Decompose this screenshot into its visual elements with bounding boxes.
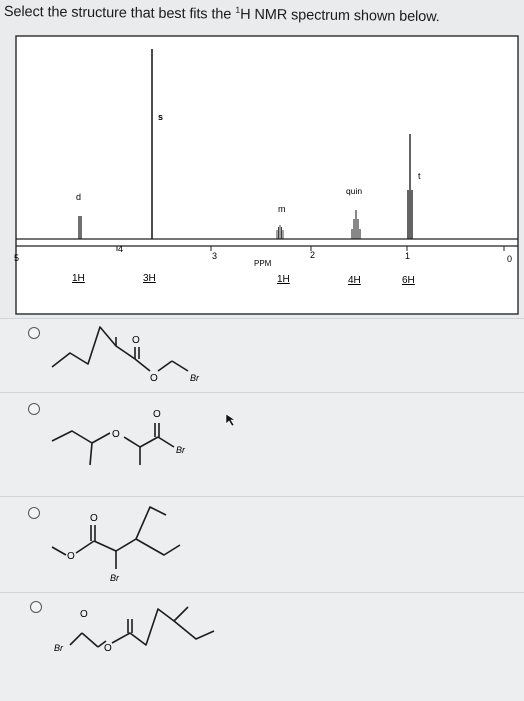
spectrum-frame bbox=[16, 36, 518, 314]
axis-title-ppm: PPM bbox=[254, 259, 272, 268]
tick-label-3: 3 bbox=[212, 251, 218, 261]
atom-label-br: Br bbox=[54, 643, 63, 653]
peak-label-quin: quin bbox=[346, 186, 363, 196]
molecule-option-3 bbox=[0, 497, 524, 593]
integration-6h: 6H bbox=[402, 275, 415, 286]
peak-label-m: m bbox=[278, 204, 286, 214]
integration-4h: 4H bbox=[348, 275, 361, 286]
atom-label-br: Br bbox=[176, 445, 185, 455]
atom-label-o-ester: O bbox=[104, 643, 112, 654]
atom-label-o-carbonyl: O bbox=[153, 409, 161, 420]
tick-label-1: 1 bbox=[405, 251, 411, 261]
atom-label-o-ester: O bbox=[67, 551, 75, 562]
tick-label-4: 4 bbox=[118, 244, 124, 254]
answer-option-3[interactable] bbox=[0, 496, 524, 593]
atom-label-br: Br bbox=[110, 573, 119, 583]
integration-1h-b: 1H bbox=[277, 274, 290, 285]
mouse-cursor-icon bbox=[224, 413, 238, 427]
atom-label-o-ester: O bbox=[112, 429, 120, 440]
answer-option-2[interactable] bbox=[0, 392, 524, 497]
integration-1h-a: 1H bbox=[72, 273, 85, 284]
atom-label-o-carbonyl: O bbox=[90, 513, 98, 524]
answer-option-4[interactable] bbox=[0, 592, 524, 701]
nmr-spectrum bbox=[14, 34, 520, 318]
peak-label-t: t bbox=[418, 171, 421, 181]
peak-label-s: s bbox=[158, 112, 164, 122]
atom-label-o-ester: O bbox=[150, 373, 158, 384]
tick-label-5: 5 bbox=[14, 253, 20, 263]
molecule-option-2 bbox=[0, 393, 524, 497]
atom-label-br: Br bbox=[190, 373, 199, 383]
answer-option-1[interactable] bbox=[0, 318, 524, 393]
molecule-option-4 bbox=[0, 593, 524, 701]
question-title: Select the structure that best fits the $^1$H NMR spectrum shown below. bbox=[3, 3, 440, 26]
atom-label-o-carbonyl: O bbox=[132, 335, 140, 346]
peak-label-d: d bbox=[76, 192, 82, 202]
integration-3h: 3H bbox=[143, 273, 156, 284]
molecule-option-1 bbox=[0, 319, 524, 393]
tick-label-2: 2 bbox=[310, 250, 316, 260]
atom-label-o-carbonyl: O bbox=[80, 609, 88, 620]
tick-label-0: 0 bbox=[507, 254, 513, 264]
